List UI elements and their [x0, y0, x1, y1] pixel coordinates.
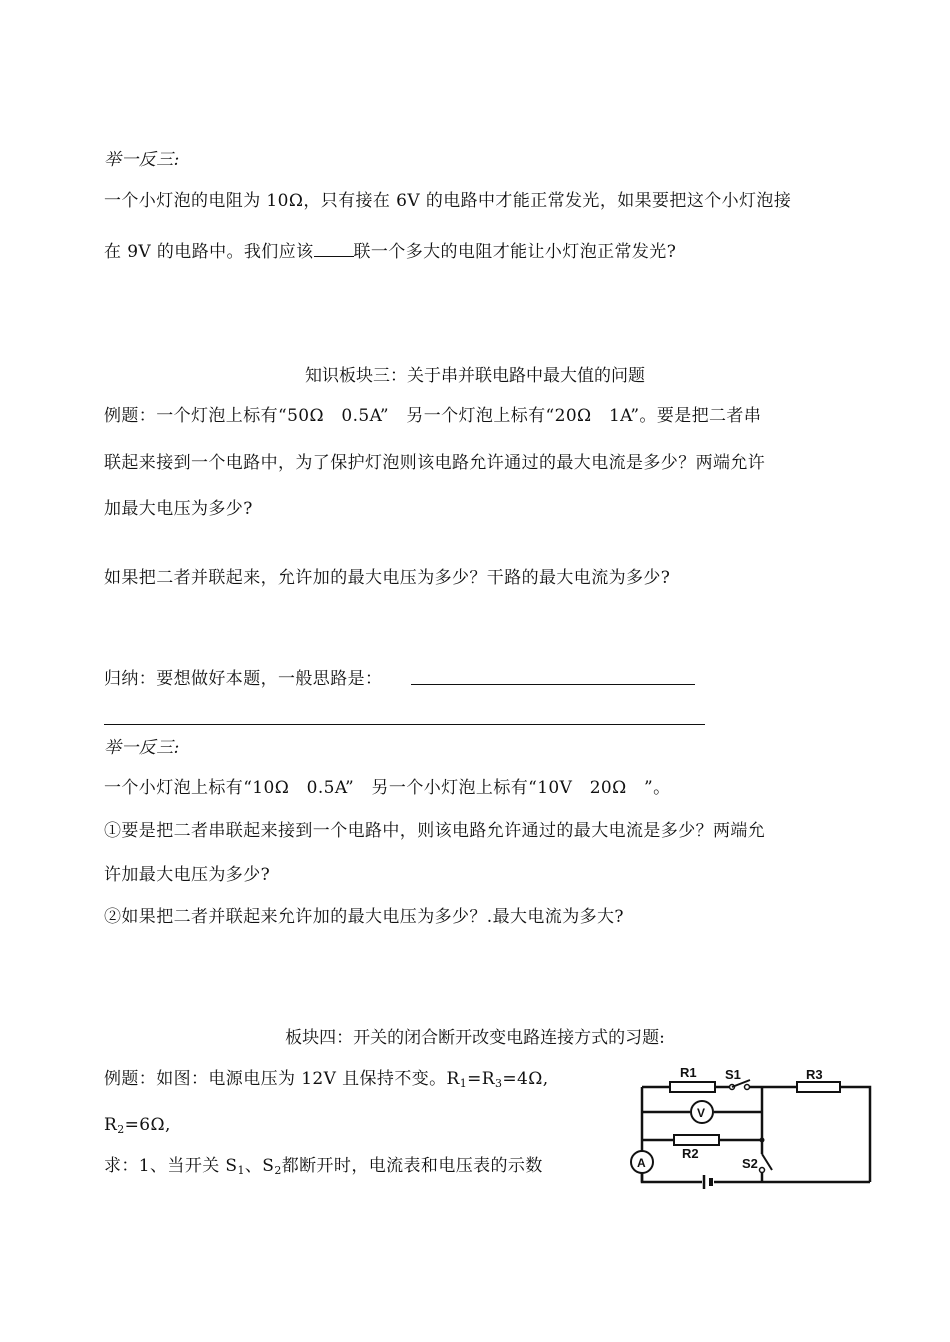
- summary-label: 归纳：要想做好本题，一般思路是：: [104, 669, 383, 689]
- section3-q2: ②如果把二者并联起来允许加的最大电压为多少？.最大电流为多大?: [104, 907, 624, 927]
- q-sub-1: 1: [237, 1164, 245, 1177]
- section1-line2-after: 联一个多大的电阻才能让小灯泡正常发光?: [353, 242, 677, 262]
- q-text-b: 、S: [244, 1156, 275, 1176]
- parallel-question: 如果把二者并联起来，允许加的最大电压为多少？干路的最大电流为多少?: [104, 568, 671, 588]
- label-s1: S1: [725, 1067, 741, 1082]
- r2-main: R: [104, 1115, 118, 1135]
- q-text-a: 求：1、当开关 S: [104, 1156, 238, 1176]
- label-a: A: [637, 1156, 646, 1170]
- fill-blank: [314, 240, 354, 257]
- section2-title: 知识板块三：关于串并联电路中最大值的问题: [305, 366, 645, 386]
- circuit-diagram: [622, 1062, 882, 1202]
- s1-contact-b: [745, 1085, 750, 1090]
- section3-q1-line2: 许加最大电压为多少?: [104, 865, 271, 885]
- answer-line-1: [411, 684, 695, 685]
- section3-q1-line1: ①要是把二者串联起来接到一个电路中，则该电路允许通过的最大电流是多少？两端允: [104, 821, 766, 841]
- example-text-c: =4Ω,: [502, 1069, 549, 1089]
- s2-node: [760, 1138, 765, 1143]
- section4-r2: [104, 1114, 171, 1141]
- label-v: V: [697, 1106, 706, 1120]
- right-wire: [840, 1087, 870, 1182]
- section1-line2-before: 在 9V 的电路中。我们应该: [104, 242, 314, 262]
- example-line1: 例题：一个灯泡上标有“50Ω 0.5A” 另一个灯泡上标有“20Ω 1A”。要是把二者串: [104, 406, 762, 426]
- example-line2: 联起来接到一个电路中，为了保护灯泡则该电路允许通过的最大电流是多少？两端允许: [104, 453, 766, 473]
- section3-line1: 一个小灯泡上标有“10Ω 0.5A” 另一个小灯泡上标有“10V 20Ω ”。: [104, 778, 671, 798]
- section4-title: 板块四：开关的闭合断开改变电路连接方式的习题:: [285, 1028, 665, 1048]
- q-sub-2: 2: [274, 1164, 282, 1177]
- section4-question: [104, 1155, 543, 1182]
- r2-after: =6Ω,: [124, 1115, 171, 1135]
- s2-contact: [760, 1168, 765, 1173]
- r1-resistor: [670, 1082, 715, 1092]
- sub-1: 1: [459, 1077, 468, 1090]
- label-r3: R3: [806, 1067, 823, 1082]
- r2-resistor: [674, 1135, 719, 1145]
- section1-text-line1: 一个小灯泡的电阻为 10Ω，只有接在 6V 的电路中才能正常发光，如果要把这个小灯泡接: [104, 191, 792, 211]
- answer-line-2: [104, 724, 705, 725]
- r3-resistor: [797, 1082, 840, 1092]
- example-line3: 加最大电压为多少?: [104, 499, 253, 519]
- sub-3: 3: [494, 1077, 503, 1090]
- q-text-c: 都断开时，电流表和电压表的示数: [281, 1156, 543, 1176]
- section4-example: [104, 1068, 549, 1095]
- example-text-b: =R: [467, 1069, 495, 1089]
- label-r1: R1: [680, 1065, 697, 1080]
- label-r2: R2: [682, 1146, 699, 1161]
- label-s2: S2: [742, 1156, 758, 1171]
- section3-heading: 举一反三:: [104, 738, 180, 758]
- example-text-a: 例题：如图：电源电压为 12V 且保持不变。R: [104, 1069, 460, 1089]
- section1-text-line2: [104, 240, 676, 263]
- r2-sub: 2: [117, 1123, 125, 1136]
- section1-heading: 举一反三:: [104, 150, 180, 170]
